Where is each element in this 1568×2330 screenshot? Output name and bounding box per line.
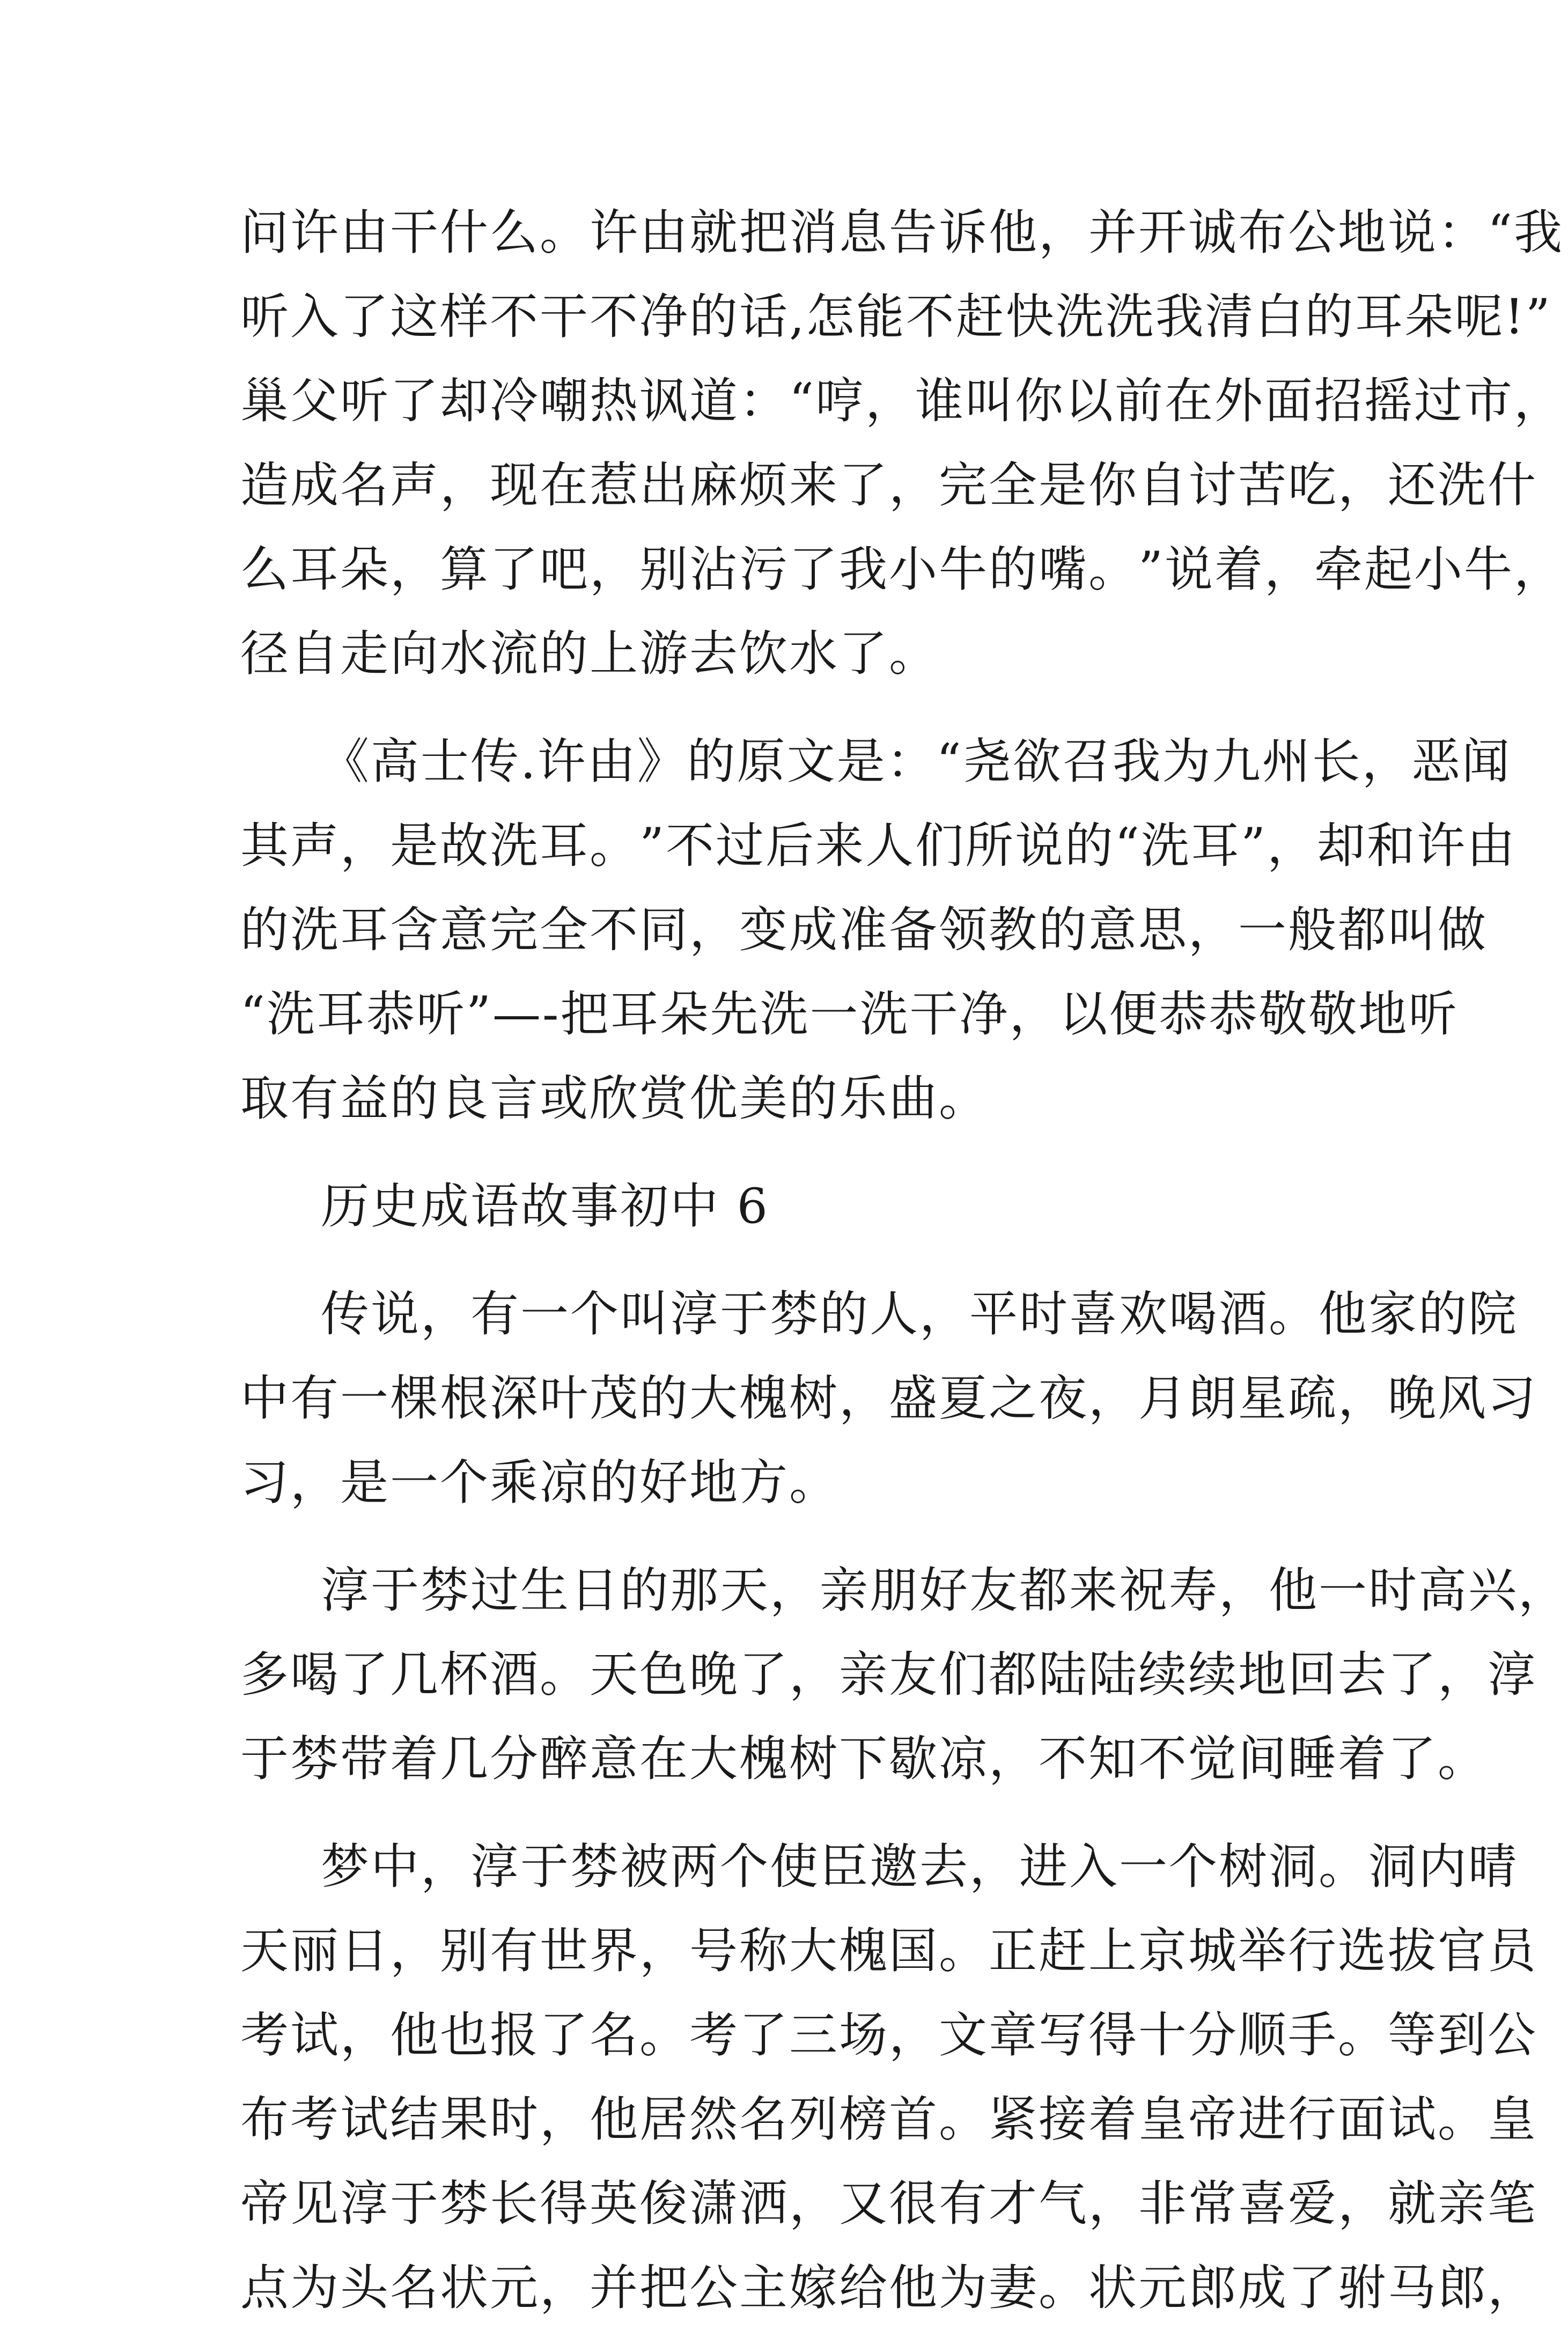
text-line: 中 有 一 棵 根 深 叶 茂 的 大 槐 树 ， 盛 夏 之 夜 ， 月 朗 星 疏 ， 晚 风 习 <box>240 1370 1537 1427</box>
text-line: 问 许 由 干 什 么 。 许 由 就 把 消 息 告 诉 他 ， 并 开 诚 布 公 地 说 ： “ 我 <box>240 204 1564 261</box>
text-line: 《 高 士 传 . 许 由 》 的 原 文 是 ： “ 尧 欲 召 我 为 九 州 长 ， 恶 闻 <box>321 733 1512 790</box>
text-line: 淳 于 棼 过 生 日 的 那 天 ， 亲 朋 好 友 都 来 祝 寿 ， 他 一 时 高 兴 ， <box>321 1562 1568 1619</box>
text-line: “ 洗 耳 恭 听 ” — - 把 耳 朵 先 洗 一 洗 干 净 ， 以 便 恭 恭 敬 敬 地 听 <box>240 986 1459 1042</box>
text-line: 天 丽 日 ， 别 有 世 界 ， 号 称 大 槐 国 。 正 赶 上 京 城 举 行 选 拔 官 员 <box>240 1923 1537 1979</box>
text-line: 习，是一个乘凉的好地方。 <box>240 1454 839 1511</box>
text-line: 梦 中 ， 淳 于 棼 被 两 个 使 臣 邀 去 ， 进 入 一 个 树 洞 。 洞 内 晴 <box>321 1839 1518 1895</box>
text-line: 考 试 ， 他 也 报 了 名 。 考 了 三 场 ， 文 章 写 得 十 分 顺 手 。 等 到 公 <box>240 2007 1537 2063</box>
text-line: 帝 见 淳 于 棼 长 得 英 俊 潇 洒 ， 又 很 有 才 气 ， 非 常 喜 爱 ， 就 亲 笔 <box>240 2175 1537 2232</box>
text-line: 于棼带着几分醉意在大槐树下歇凉，不知不觉间睡着了。 <box>240 1731 1488 1787</box>
text-line: 取有益的良言或欣赏优美的乐曲。 <box>240 1070 989 1127</box>
text-line: 布 考 试 结 果 时 ， 他 居 然 名 列 榜 首 。 紧 接 着 皇 帝 进 行 面 试 。 皇 <box>240 2091 1537 2148</box>
text-line: 传 说 ， 有 一 个 叫 淳 于 棼 的 人 ， 平 时 喜 欢 喝 酒 。 他 家 的 院 <box>321 1286 1518 1342</box>
text-line: 造 成 名 声 ， 现 在 惹 出 麻 烦 来 了 ， 完 全 是 你 自 讨 苦 吃 ， 还 洗 什 <box>240 457 1537 513</box>
text-line: 么 耳 朵 ， 算 了 吧 ， 别 沾 污 了 我 小 牛 的 嘴 。 ” 说 着 ， 牵 起 小 牛 ， <box>240 541 1564 598</box>
text-line: 巢 父 听 了 却 冷 嘲 热 讽 道 ： “ 哼 ， 谁 叫 你 以 前 在 外 面 招 摇 过 市 ， <box>240 373 1564 429</box>
text-line: 的 洗 耳 含 意 完 全 不 同 ， 变 成 准 备 领 教 的 意 思 ， 一 般 都 叫 做 <box>240 902 1488 958</box>
text-line: 其 声 ， 是 故 洗 耳 。 ” 不 过 后 来 人 们 所 说 的 “ 洗 耳 ” ， 却 和 许 由 <box>240 818 1517 874</box>
text-line: 多 喝 了 几 杯 酒 。 天 色 晚 了 ， 亲 友 们 都 陆 陆 续 续 地 回 去 了 ， 淳 <box>240 1647 1537 1703</box>
text-line: 径自走向水流的上游去饮水了。 <box>240 626 939 682</box>
section-heading: 历史成语故事初中 6 <box>321 1178 769 1234</box>
document-body <box>240 190 1568 2330</box>
text-line: 听 入 了 这 样 不 干 不 净 的 话 , 怎 能 不 赶 快 洗 洗 我 清 白 的 耳 朵 呢 ! ” <box>240 289 1552 345</box>
text-line: 点 为 头 名 状 元 ， 并 把 公 主 嫁 给 他 为 妻 。 状 元 郎 成 了 驸 马 郎 ， <box>240 2260 1537 2316</box>
